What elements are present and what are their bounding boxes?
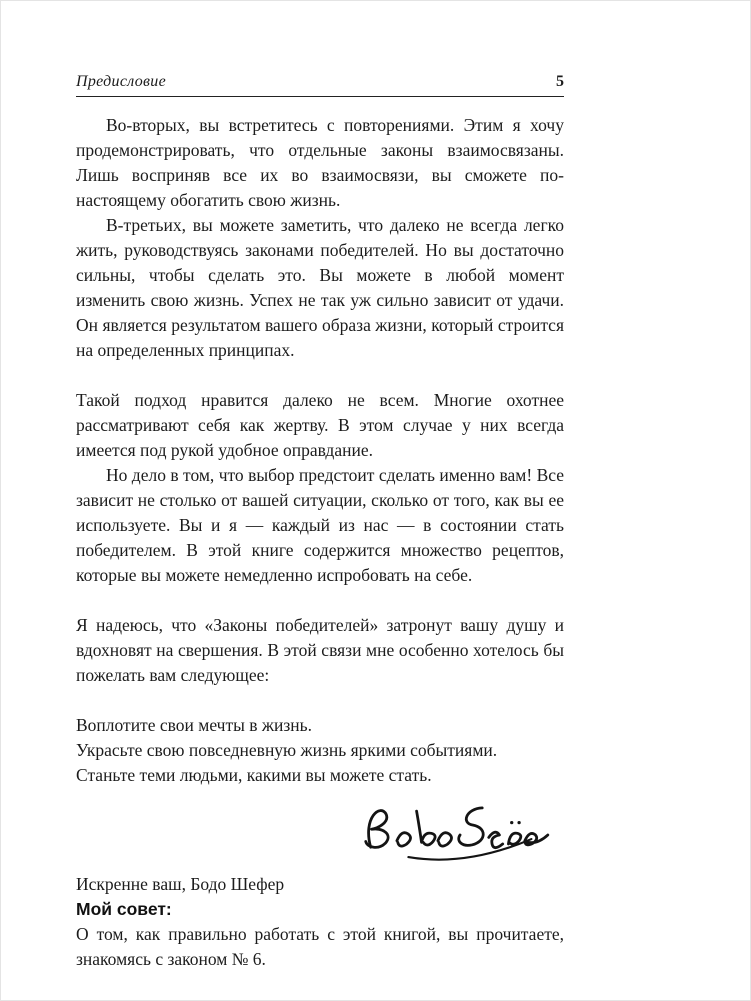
paragraph-1: Во-вторых, вы встретитесь с повторениями. Этим я хочу продемонстрировать, что отдельные законы взаимосвязаны. Лишь восприняв все их во взаимосвязи, вы сможете по-настоящему обогатить свою жизнь. <box>76 115 564 210</box>
page-body <box>76 113 564 972</box>
signature-block <box>76 798 564 897</box>
paragraph-3: Такой подход нравится далеко не всем. Многие охотнее рассматривают себя как жертву. В этом случае у них всегда имеется под рукой удобное оправдание. <box>76 390 564 460</box>
advice-body: О том, как правильно работать с этой книгой, вы прочитаете, знакомясь с законом № 6. <box>76 924 564 969</box>
page-number: 5 <box>556 73 564 90</box>
wish-line-3: Станьте теми людьми, какими вы можете стать. <box>76 765 432 785</box>
running-title: Предисловие <box>76 73 166 90</box>
header-rule <box>76 96 564 97</box>
signature-caption: Искренне ваш, Бодо Шефер <box>76 874 285 894</box>
paragraph-2: В-третьих, вы можете заметить, что далеко не всегда легко жить, руководствуясь законами победителей. Но вы достаточно сильны, чтобы сделать это. Вы можете в любой момент изменить свою жизнь. Успех не так уж сильно зависит от удачи. Он является результатом вашего образа жизни, который строится на определенных принципах. <box>76 215 564 360</box>
paragraph-5: Я надеюсь, что «Законы победителей» затронут вашу душу и вдохновят на свершения. В этой связи мне особенно хотелось бы пожелать вам следующее: <box>76 615 564 685</box>
wish-line-2: Украсьте свою повседневную жизнь яркими событиями. <box>76 740 498 760</box>
advice-heading: Мой совет: <box>76 899 172 919</box>
wishes-block <box>76 713 564 788</box>
paragraph-4: Но дело в том, что выбор предстоит сделать именно вам! Все зависит не столько от вашей ситуации, сколько от того, как вы ее используете. Вы и я — каждый из нас — в состоянии стать победителем. В этой книге содержится множество рецептов, которые вы можете немедленно испробовать на себе. <box>76 465 564 585</box>
handwritten-signature-image <box>351 798 556 867</box>
page-header <box>76 73 564 91</box>
wish-line-1: Воплотите свои мечты в жизнь. <box>76 715 312 735</box>
